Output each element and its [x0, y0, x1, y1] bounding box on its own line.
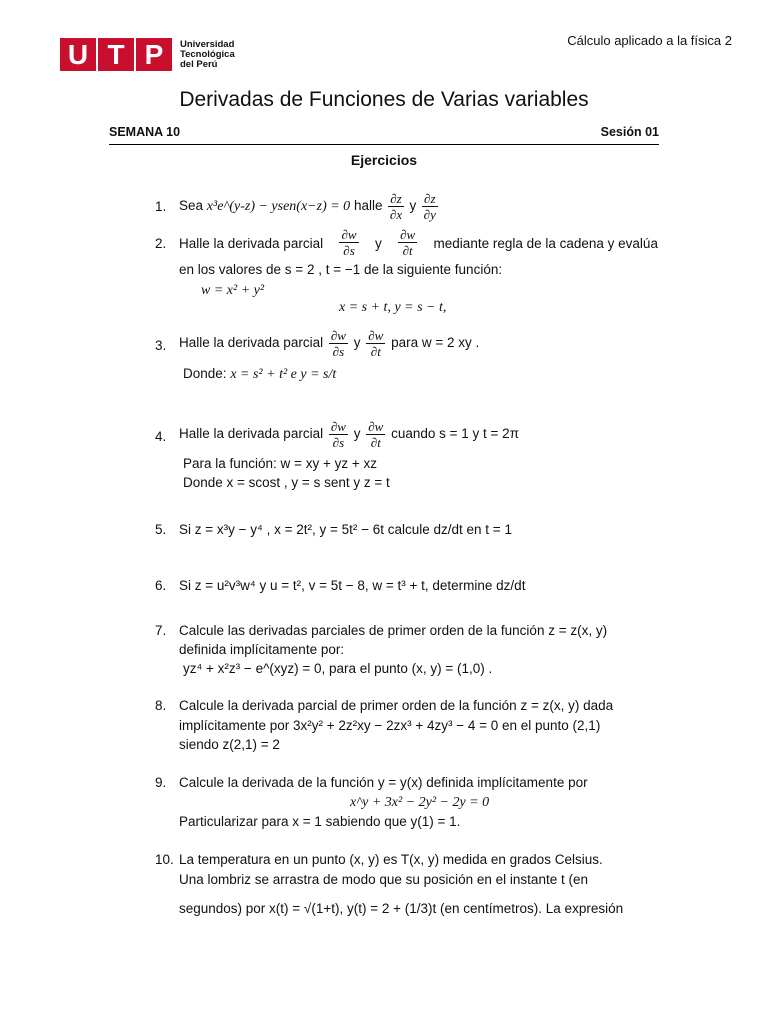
exercise-7-line-3: yz⁴ + x²z³ − e^(xyz) = 0, para el punto (x, y) = (1,0) . — [183, 661, 493, 676]
exercise-10-line-3: segundos) por x(t) = √(1+t), y(t) = 2 + (1/3)t (en centímetros). La expresión — [179, 901, 624, 916]
exercise-number: 2. — [155, 236, 167, 251]
exercise-number: 6. — [155, 578, 167, 593]
logo-letter-u: U — [60, 38, 96, 71]
exercise-number: 7. — [155, 623, 167, 638]
exercise-4-line-1: Halle la derivada parcial $\frac{\partial w}{\partial s}$ y $\frac{\partial w}{\partial t}$ cuando s = 1 y t = 2π — [179, 419, 520, 450]
week-label: SEMANA 10 — [109, 125, 181, 139]
exercise-3-line-1: Halle la derivada parcial $\frac{\partial w}{\partial s}$ y $\frac{\partial w}{\partial t}$ para w = 2 xy . — [179, 328, 480, 359]
exercise-number: 9. — [155, 775, 167, 790]
exercise-2-line-1: Halle la derivada parcial $\frac{\partial w}{\partial s}$ y $\frac{\partial w}{\partial t}$ mediante regla de la cadena y evalúa — [179, 227, 658, 258]
exercise-number: 8. — [155, 698, 167, 713]
exercise-1: Sea x³e^(y-z) − ysen(x−z) = 0 halle $\frac{\partial z}{\partial x}$ y $\frac{\partial z}{\partial y}$ — [179, 191, 436, 222]
fraction: $\frac{\partial z}{\partial y}$ — [423, 191, 436, 222]
exercise-number: 10. — [155, 852, 174, 867]
exercise-3-donde: Donde: x = s² + t² e y = s/t — [183, 366, 337, 382]
fraction: $\frac{\partial z}{\partial x}$ — [389, 191, 403, 222]
logo-text: Universidad Tecnológica del Perú — [180, 38, 235, 70]
exercise-number: 1. — [155, 199, 167, 214]
exercise-2-substitution: x = s + t, y = s − t, — [339, 300, 447, 315]
utp-logo — [60, 38, 235, 71]
exercise-6: Si z = u²v³w⁴ y u = t², v = 5t − 8, w = t³ + t, determine dz/dt — [179, 578, 526, 593]
exercise-number: 5. — [155, 522, 167, 537]
course-name: Cálculo aplicado a la física 2 — [567, 33, 732, 48]
exercise-8-line-1: Calcule la derivada parcial de primer orden de la función z = z(x, y) dada — [179, 698, 614, 713]
exercise-8-line-3: siendo z(2,1) = 2 — [179, 737, 280, 752]
exercise-2-line-2: en los valores de s = 2 , t = −1 de la siguiente función: — [179, 262, 503, 277]
exercise-9-line-3: Particularizar para x = 1 sabiendo que y(1) = 1. — [179, 814, 461, 829]
exercise-4-donde: Donde x = scost , y = s sent y z = t — [183, 475, 390, 490]
exercise-9-line-1: Calcule la derivada de la función y = y(x) definida implícitamente por — [179, 775, 588, 790]
exercise-10-line-2: Una lombriz se arrastra de modo que su posición en el instante t (en — [179, 872, 588, 887]
exercise-number: 3. — [155, 338, 167, 353]
logo-letter-t: T — [98, 38, 134, 71]
exercise-9-equation: x^y + 3x² − 2y² − 2y = 0 — [350, 795, 490, 810]
exercise-7-line-2: definida implícitamente por: — [179, 642, 345, 657]
exercise-10-line-1: La temperatura en un punto (x, y) es T(x, y) medida en grados Celsius. — [179, 852, 603, 867]
exercise-4-function: Para la función: w = xy + yz + xz — [183, 456, 377, 471]
exercise-7-line-1: Calcule las derivadas parciales de primer orden de la función z = z(x, y) — [179, 623, 608, 638]
exercise-5: Si z = x³y − y⁴ , x = 2t², y = 5t² − 6t calcule dz/dt en t = 1 — [179, 522, 512, 537]
exercise-number: 4. — [155, 429, 167, 444]
section-heading: Ejercicios — [350, 152, 418, 168]
week-session-bar — [109, 125, 659, 145]
page-title: Derivadas de Funciones de Varias variables — [179, 88, 589, 111]
session-label: Sesión 01 — [600, 125, 659, 139]
exercise-8-line-2: implícitamente por 3x²y² + 2z²xy − 2zx³ + 4zy³ − 4 = 0 en el punto (2,1) — [179, 718, 601, 733]
logo-letter-p: P — [136, 38, 172, 71]
exercise-2-function: w = x² + y² — [201, 283, 265, 298]
